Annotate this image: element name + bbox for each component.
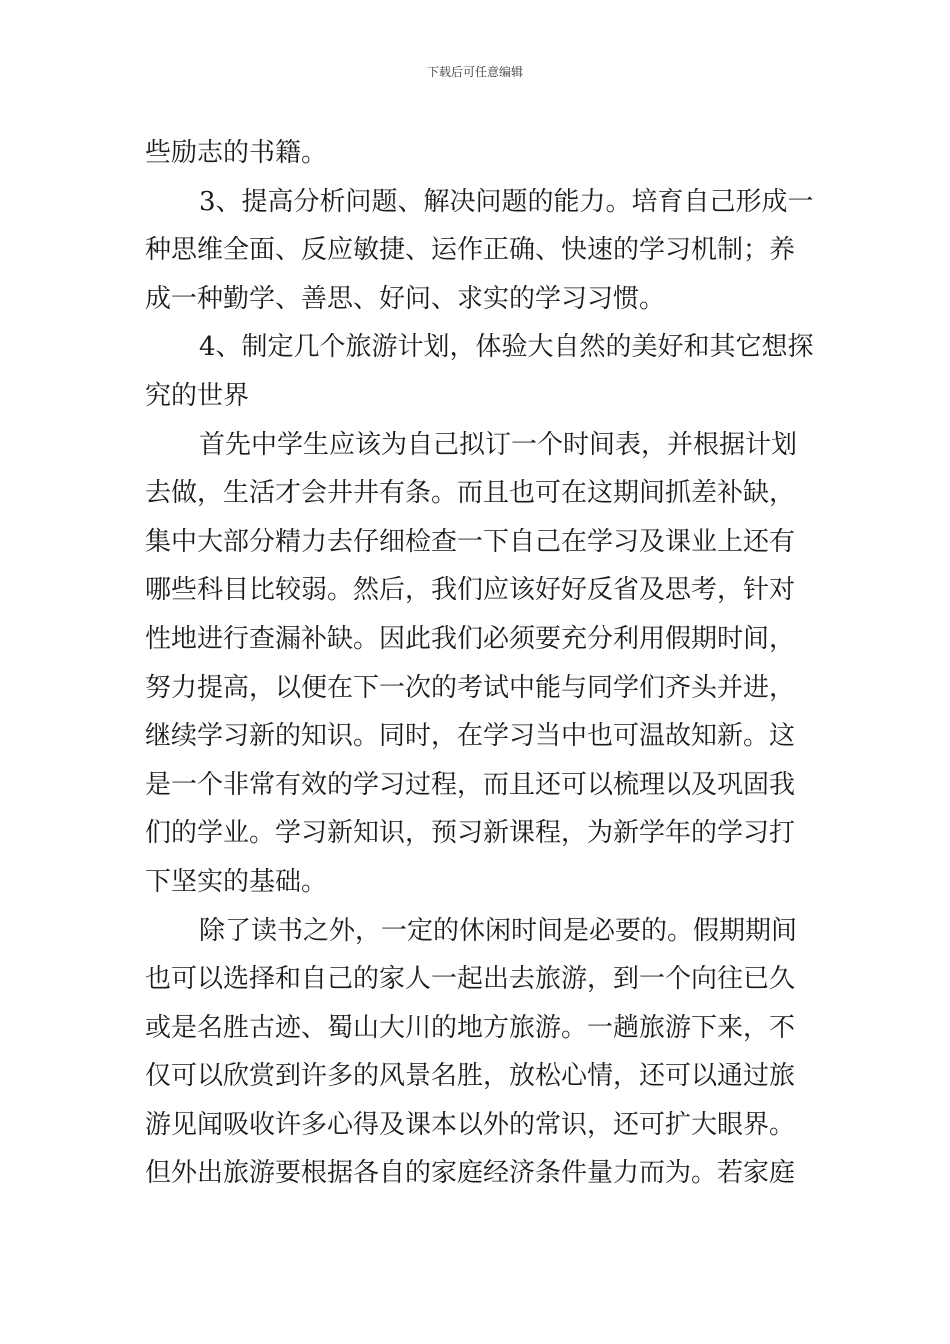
text-line: 仅可以欣赏到许多的风景名胜，放松心情，还可以通过旅 [145,1061,796,1092]
text-line: 也可以选择和自己的家人一起出去旅游，到一个向往已久 [145,964,796,995]
text-line: 们的学业。学习新知识，预习新课程，为新学年的学习打 [145,818,796,849]
text-line: 究的世界 [145,380,250,411]
page-header-note: 下载后可任意编辑 [426,65,523,79]
text-line: 是一个非常有效的学习过程，而且还可以梳理以及巩固我 [145,769,796,800]
text-line: 去做，生活才会井井有条。而且也可在这期间抓差补缺， [145,478,796,509]
text-line: 首先中学生应该为自己拟订一个时间表，并根据计划 [199,429,798,460]
text-line: 3、提高分析问题、解决问题的能力。培育自己形成一 [199,186,814,217]
text-line: 下坚实的基础。 [145,866,328,897]
text-line: 游见闻吸收许多心得及课本以外的常识，还可扩大眼界。 [145,1109,796,1140]
text-line: 或是名胜古迹、蜀山大川的地方旅游。一趟旅游下来，不 [145,1012,796,1043]
text-line: 种思维全面、反应敏捷、运作正确、快速的学习机制；养 [145,235,796,266]
document-body [145,129,814,1198]
text-line: 继续学习新的知识。同时，在学习当中也可温故知新。这 [145,721,796,752]
text-line: 4、制定几个旅游计划，体验大自然的美好和其它想探 [199,332,814,363]
text-line: 努力提高，以便在下一次的考试中能与同学们齐头并进， [145,672,796,703]
text-line: 除了读书之外，一定的休闲时间是必要的。假期期间 [199,915,798,946]
text-line: 但外出旅游要根据各自的家庭经济条件量力而为。若家庭 [145,1158,796,1189]
text-line: 哪些科目比较弱。然后，我们应该好好反省及思考，针对 [145,575,796,606]
text-line: 些励志的书籍。 [145,138,328,168]
text-line: 成一种勤学、善思、好问、求实的学习习惯。 [145,283,666,314]
text-line: 集中大部分精力去仔细检查一下自己在学习及课业上还有 [145,526,796,557]
text-line: 性地进行查漏补缺。因此我们必须要充分利用假期时间， [145,623,796,654]
